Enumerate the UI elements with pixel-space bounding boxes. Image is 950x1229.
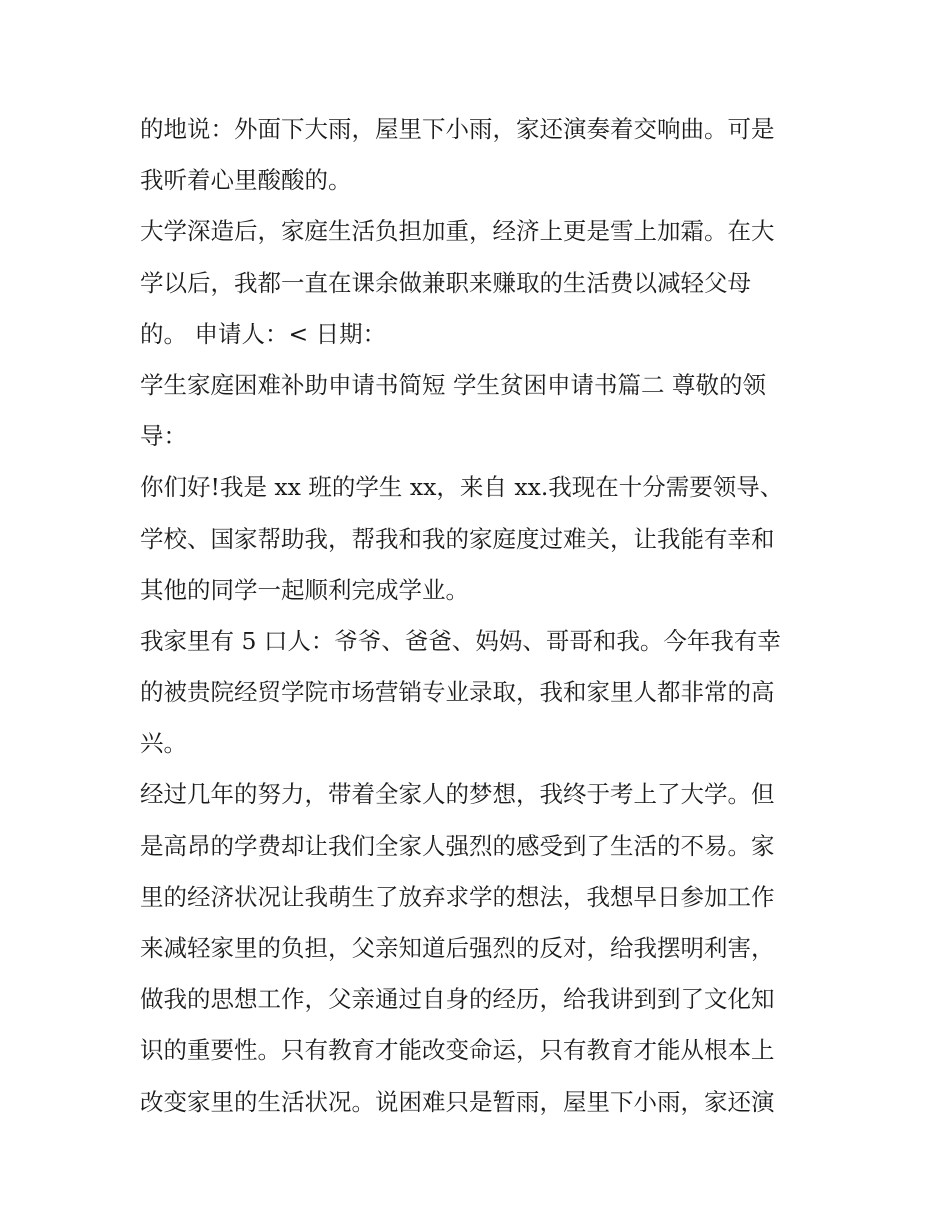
text-line: 其他的同学一起顺利完成学业。: [140, 575, 469, 604]
text-line: 识的重要性。只有教育才能改变命运，只有教育才能从根本上: [140, 1036, 775, 1065]
text-line: 里的经济状况让我萌生了放弃求学的想法，我想早日参加工作: [140, 882, 775, 911]
text-line: 的。 申请人：< 日期：: [140, 319, 387, 348]
document-body: [140, 104, 820, 1128]
text-line: 改变家里的生活状况。说困难只是暂雨，屋里下小雨，家还演: [140, 1087, 775, 1116]
text-line: 经过几年的努力，带着全家人的梦想，我终于考上了大学。但: [140, 780, 775, 809]
text-line: 大学深造后，家庭生活负担加重，经济上更是雪上加霜。在大: [140, 217, 775, 246]
text-line: 的地说：外面下大雨，屋里下小雨，家还演奏着交响曲。可是: [140, 115, 775, 143]
text-line: 导：: [140, 422, 187, 451]
text-line: 做我的思想工作，父亲通过自身的经历，给我讲到到了文化知: [140, 985, 775, 1014]
text-line: 学生家庭困难补助申请书简短 学生贫困申请书篇二 尊敬的领: [140, 370, 766, 399]
text-line: 兴。: [140, 729, 187, 758]
text-line: 我听着心里酸酸的。: [140, 166, 352, 195]
text-line: 是高昂的学费却让我们全家人强烈的感受到了生活的不易。家: [140, 831, 775, 860]
text-line: 学以后，我都一直在课余做兼职来赚取的生活费以减轻父母: [140, 268, 751, 297]
text-line: 的被贵院经贸学院市场营销专业录取，我和家里人都非常的高: [140, 678, 775, 707]
text-line: 我家里有 5 口人：爷爷、爸爸、妈妈、哥哥和我。今年我有幸: [140, 626, 781, 655]
text-line: 学校、国家帮助我，帮我和我的家庭度过难关，让我能有幸和: [140, 524, 775, 553]
text-line: 你们好!我是 xx 班的学生 xx，来自 xx.我现在十分需要领导、: [140, 473, 784, 502]
text-line: 来减轻家里的负担，父亲知道后强烈的反对，给我摆明利害，: [140, 934, 775, 962]
